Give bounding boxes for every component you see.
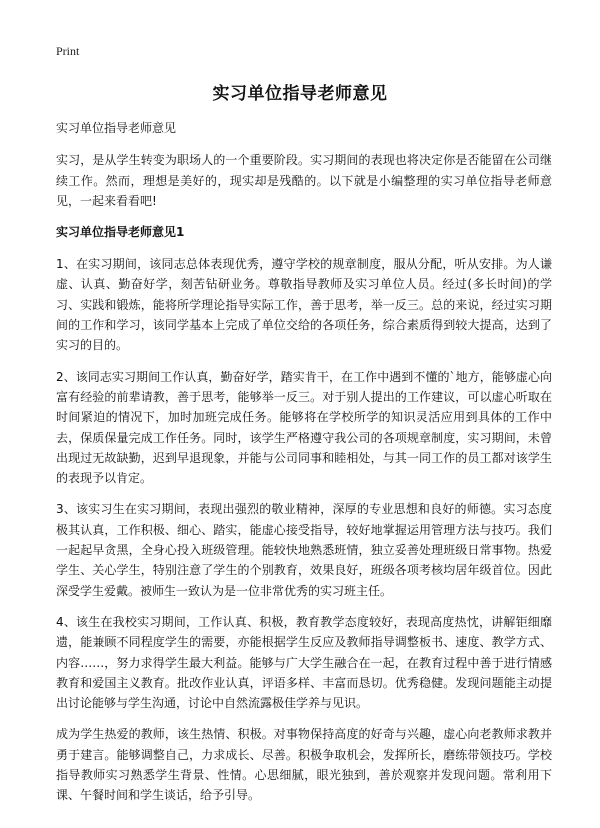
paragraph-1: 1、在实习期间，该同志总体表现优秀，遵守学校的规章制度，服从分配，听从安排。为人谦虚、认真、勤奋好学，刻苦钻研业务。尊敬指导教师及实习单位人员。经过(多长时间)的学习、实践和锻炼，能将所学理论指导实际工作，善于思考，举一反三。总的来说，经过实习期间的工作和学习，该同学基本上完成了单位交给的各项任务，综合素质得到较大提高，达到了实习的目的。 <box>56 257 552 353</box>
paragraph-4: 4、该生在我校实习期间，工作认真、积极，教育教学态度较好，表现高度热忱，讲解钜细靡遗，能兼顾不同程度学生的需要，亦能根据学生反应及教师指导调整板书、速度、教学方式、内容……，努力求得学生最大利益。能够与广大学生融合在一起，在教育过程中善于进行情感教育和爱国主义教育。批改作业认真，评语多样、丰富而恳切。优秀稳健。发现问题能主动提出讨论能够与学生沟通，讨论中自然流露极佳学养与见识。 <box>56 614 552 711</box>
intro-paragraph: 实习，是从学生转变为职场人的一个重要阶段。实习期间的表现也将决定你是否能留在公司继续工作。然而，理想是美好的，现实却是残酷的。以下就是小编整理的实习单位指导老师意见，一起来看看吧! <box>56 153 552 208</box>
document-body <box>56 118 552 817</box>
paragraph-2: 2、该同志实习期间工作认真，勤奋好学，踏实肯干，在工作中遇到不懂的`地方，能够虚心向富有经验的前辈请教，善于思考，能够举一反三。对于别人提出的工作建议，可以虚心听取在时间紧迫的情况下，加时加班完成任务。能够将在学校所学的知识灵活应用到具体的工作中去，保质保量完成工作任务。同时，该学生严格遵守我公司的各项规章制度，实习期间，未曾出现过无故缺勤，迟到早退现象，并能与公司同事和睦相处，与其一同工作的员工都对该学生的表现予以肯定。 <box>56 369 552 486</box>
paragraph-5: 成为学生热爱的教师，该生热情、积极。对事物保持高度的好奇与兴趣，虚心向老教师求教并勇于建言。能够调整自己，力求成长、尽善。积极争取机会，发挥所长，磨练带领技巧。学校指导教师实习熟悉学生背景、性情。心思细腻，眼光独到，善於观察并发现问题。常利用下课、午餐时间和学生谈话，给予引导。 <box>56 727 552 803</box>
document-subtitle: 实习单位指导老师意见 <box>56 121 177 135</box>
paragraph-3: 3、该实习生在实习期间，表现出强烈的敬业精神，深厚的专业思想和良好的师德。实习态度极其认真，工作积极、细心、踏实，能虚心接受指导，较好地掌握运用管理方法与技巧。我们一起起早贪黑，全身心投入班级管理。能较快地熟悉班情，独立妥善处理班级日常事物。热爱学生、关心学生，特别注意了学生的个别教育，效果良好，班级各项考核均居年级首位。因此深受学生爱戴。被师生一致认为是一位非常优秀的实习班主任。 <box>56 502 552 598</box>
document-title: 实习单位指导老师意见 <box>212 84 388 104</box>
print-link[interactable]: Print <box>56 44 80 58</box>
section-heading: 实习单位指导老师意见1 <box>56 225 185 240</box>
